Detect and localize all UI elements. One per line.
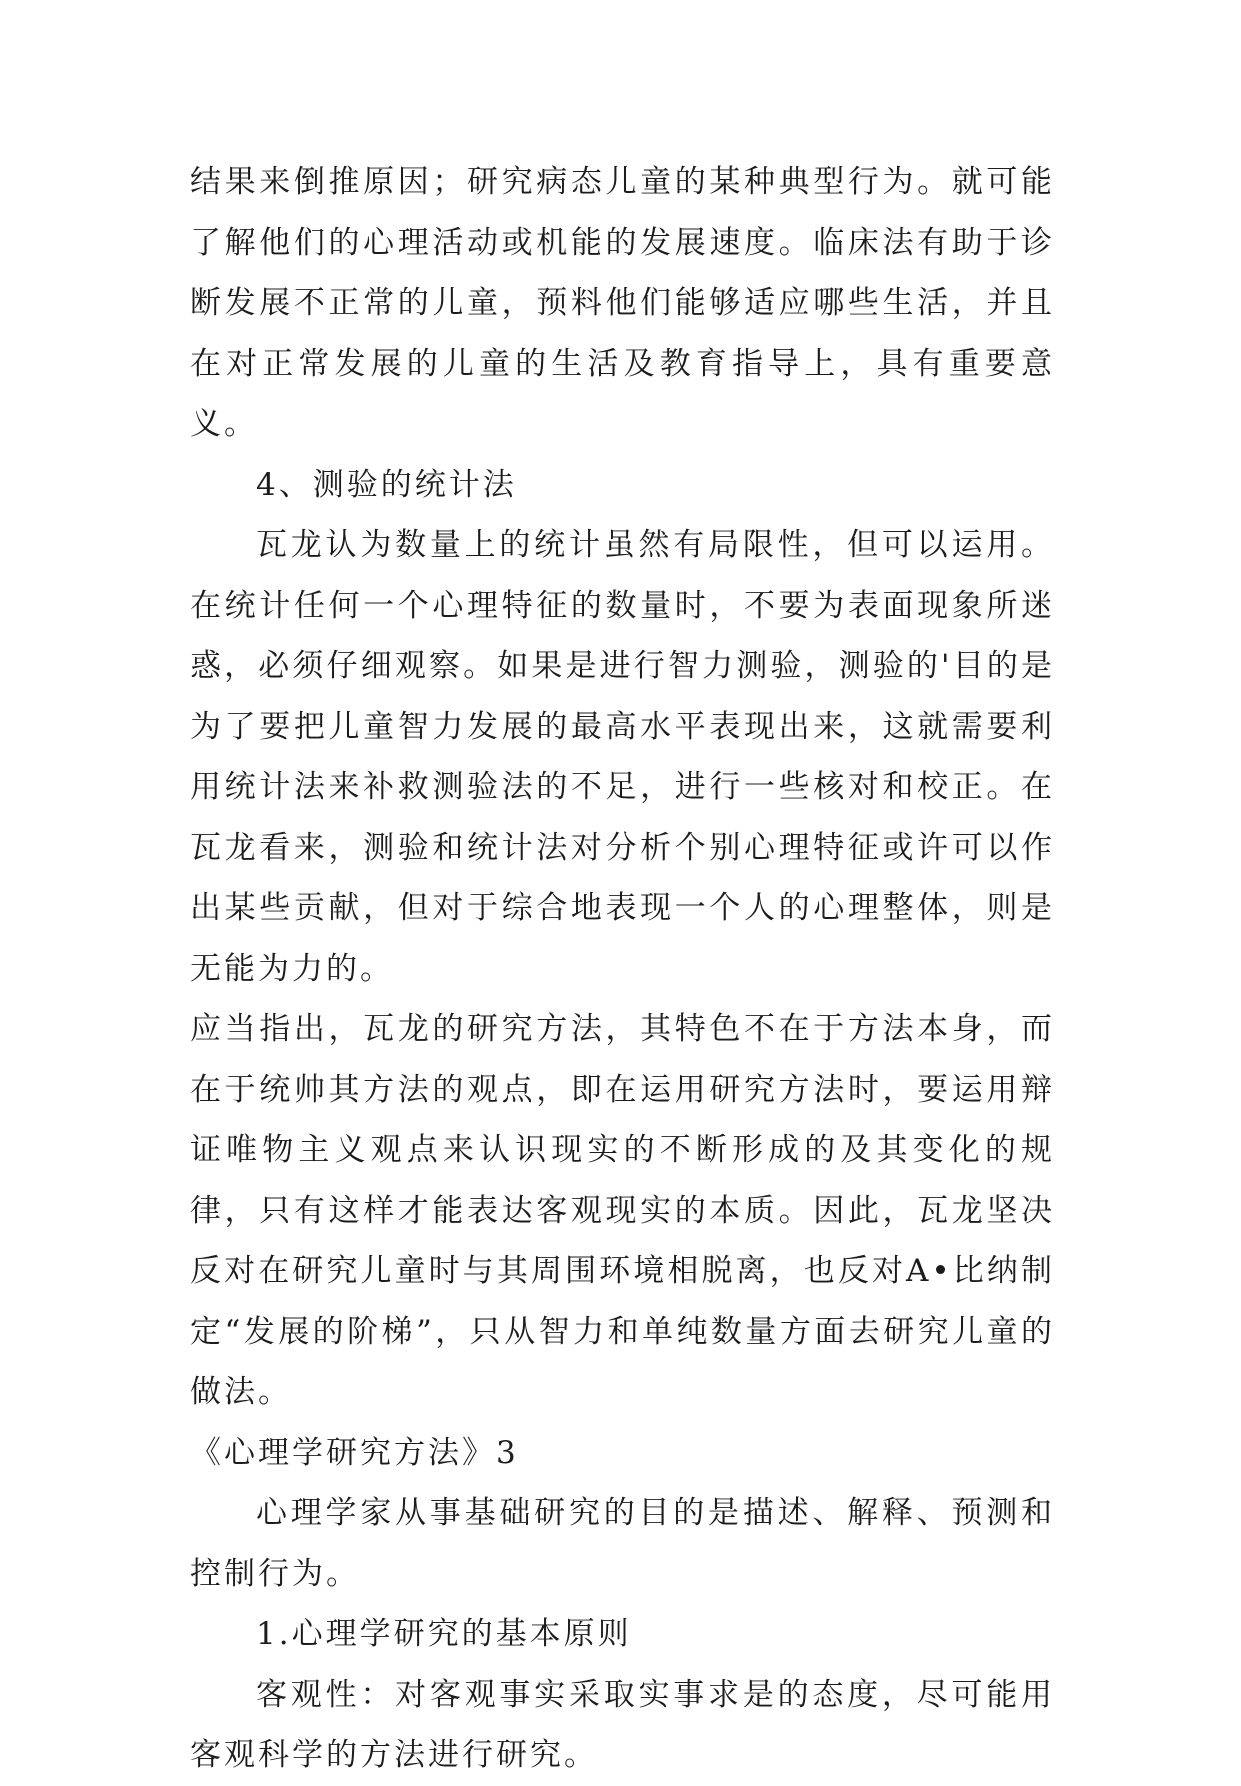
document-body: [190, 152, 1055, 1786]
paragraph: 应当指出，瓦龙的研究方法，其特色不在于方法本身，而在于统帅其方法的观点，即在运用研究方法时，要运用辩证唯物主义观点来认识现实的不断形成的及其变化的规律，只有这样才能表达客观现实的本质。因此，瓦龙坚决反对在研究儿童时与其周围环境相脱离，也反对A•比纳制定“发展的阶梯”，只从智力和单纯数量方面去研究儿童的做法。: [190, 1011, 1055, 1410]
document-title: 《心理学研究方法》3: [190, 1434, 519, 1471]
paragraph: 客观性：对客观事实采取实事求是的态度，尽可能用客观科学的方法进行研究。: [190, 1676, 1055, 1773]
paragraph: 结果来倒推原因；研究病态儿童的某种典型行为。就可能了解他们的心理活动或机能的发展速度。临床法有助于诊断发展不正常的儿童，预料他们能够适应哪些生活，并且在对正常发展的儿童的生活及教育指导上，具有重要意义。: [190, 164, 1055, 442]
paragraph: 瓦龙认为数量上的统计虽然有局限性，但可以运用。在统计任何一个心理特征的数量时，不要为表面现象所迷惑，必须仔细观察。如果是进行智力测验，测验的'目的是为了要把儿童智力发展的最高水平表现出来，这就需要利用统计法来补救测验法的不足，进行一些核对和校正。在瓦龙看来，测验和统计法对分析个别心理特征或许可以作出某些贡献，但对于综合地表现一个人的心理整体，则是无能为力的。: [190, 527, 1055, 987]
paragraph: 心理学家从事基础研究的目的是描述、解释、预测和控制行为。: [190, 1495, 1055, 1592]
section-heading: 1.心理学研究的基本原则: [256, 1616, 632, 1652]
section-heading: 4、测验的统计法: [256, 466, 517, 503]
